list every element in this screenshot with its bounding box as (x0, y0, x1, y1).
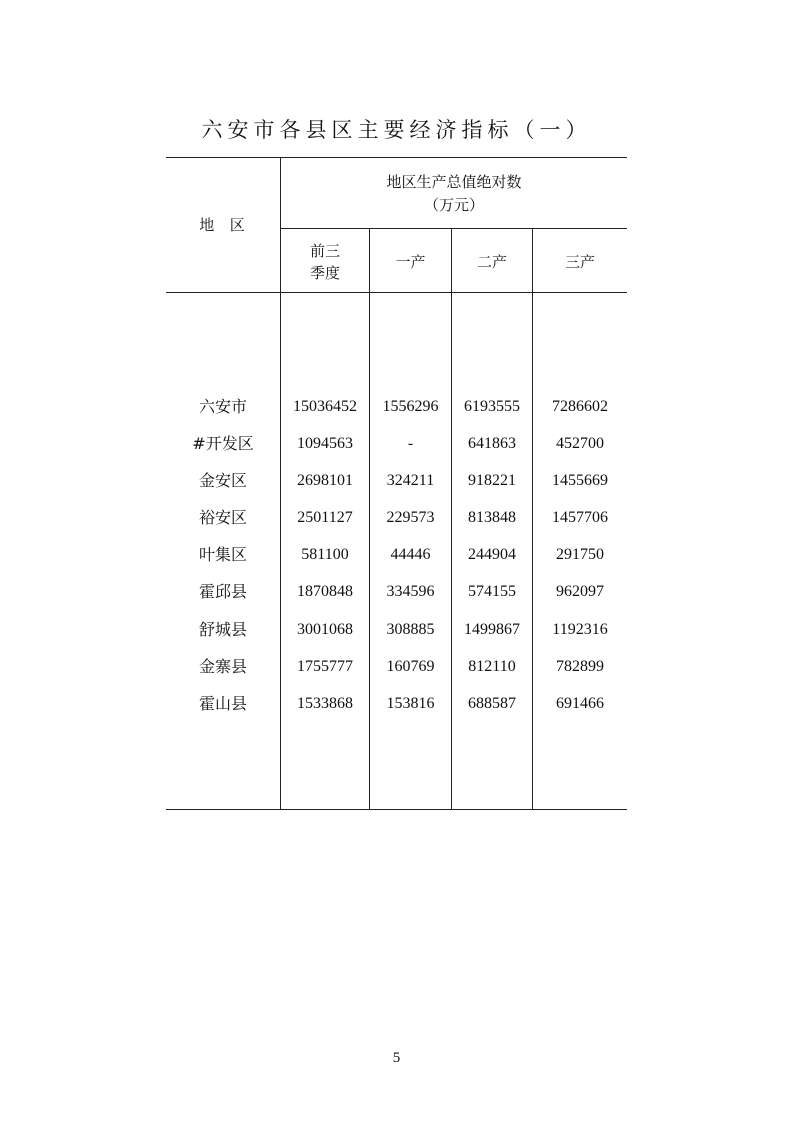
tertiary-value: 962097 (556, 583, 604, 600)
primary-value: 1556296 (382, 398, 439, 415)
region-name: 舒城县 (198, 620, 247, 639)
secondary-industry-header: 二产 (476, 253, 507, 271)
secondary-value: 688587 (468, 695, 516, 712)
total-value: 1533868 (297, 695, 353, 712)
tertiary-value: 452700 (556, 435, 604, 452)
total-value: 581100 (301, 546, 349, 563)
primary-value: 324211 (386, 472, 435, 489)
page-title: 六安市各县区主要经济指标（一） (201, 118, 592, 142)
primary-value: 153816 (386, 695, 435, 712)
total-value: 15036452 (293, 398, 357, 415)
secondary-value: 812110 (468, 658, 516, 675)
header-bottom-rule (166, 292, 627, 293)
region-column-header: 地 区 (199, 216, 247, 234)
tertiary-value: 691466 (556, 695, 604, 712)
total-column-header-line1: 前三 (309, 242, 340, 260)
header-mid-rule (281, 228, 627, 229)
table-bottom-rule (166, 809, 627, 810)
secondary-value: 813848 (468, 509, 516, 526)
primary-value: - (407, 435, 414, 452)
secondary-value: 244904 (468, 546, 516, 563)
tertiary-value: 1455669 (552, 472, 608, 489)
region-name: 霍山县 (198, 694, 247, 713)
primary-value: 229573 (386, 509, 435, 526)
total-value: 2698101 (297, 472, 353, 489)
total-value: 1755777 (297, 658, 353, 675)
region-name: 叶集区 (198, 545, 247, 564)
tertiary-industry-header: 三产 (564, 253, 595, 271)
primary-value: 334596 (386, 583, 435, 600)
secondary-value: 1499867 (464, 621, 520, 638)
tertiary-value: 1457706 (552, 509, 608, 526)
gdp-unit-label: （万元） (423, 196, 484, 214)
region-name: 六安市 (198, 397, 247, 416)
primary-value: 308885 (386, 621, 435, 638)
primary-industry-header: 一产 (395, 253, 426, 271)
total-value: 1094563 (297, 435, 353, 452)
tertiary-value: 1192316 (552, 621, 608, 638)
primary-value: 44446 (390, 546, 431, 563)
secondary-value: 574155 (468, 583, 516, 600)
primary-value: 160769 (386, 658, 435, 675)
secondary-value: 641863 (468, 435, 516, 452)
region-name: #开发区 (192, 434, 254, 453)
tertiary-value: 291750 (556, 546, 604, 563)
gdp-column-header: 地区生产总值绝对数 (386, 173, 522, 191)
total-value: 1870848 (297, 583, 353, 600)
total-value: 3001068 (297, 621, 353, 638)
secondary-value: 6193555 (464, 398, 520, 415)
tertiary-value: 7286602 (552, 398, 608, 415)
total-value: 2501127 (297, 509, 353, 526)
region-name: 裕安区 (198, 508, 247, 527)
tertiary-value: 782899 (556, 658, 604, 675)
region-name: 金寨县 (198, 657, 247, 676)
table-top-rule (166, 157, 627, 158)
secondary-value: 918221 (468, 472, 516, 489)
region-name: 霍邱县 (198, 582, 247, 601)
region-name: 金安区 (198, 471, 247, 490)
page-number: 5 (392, 1050, 401, 1066)
total-column-header-line2: 季度 (309, 264, 340, 282)
